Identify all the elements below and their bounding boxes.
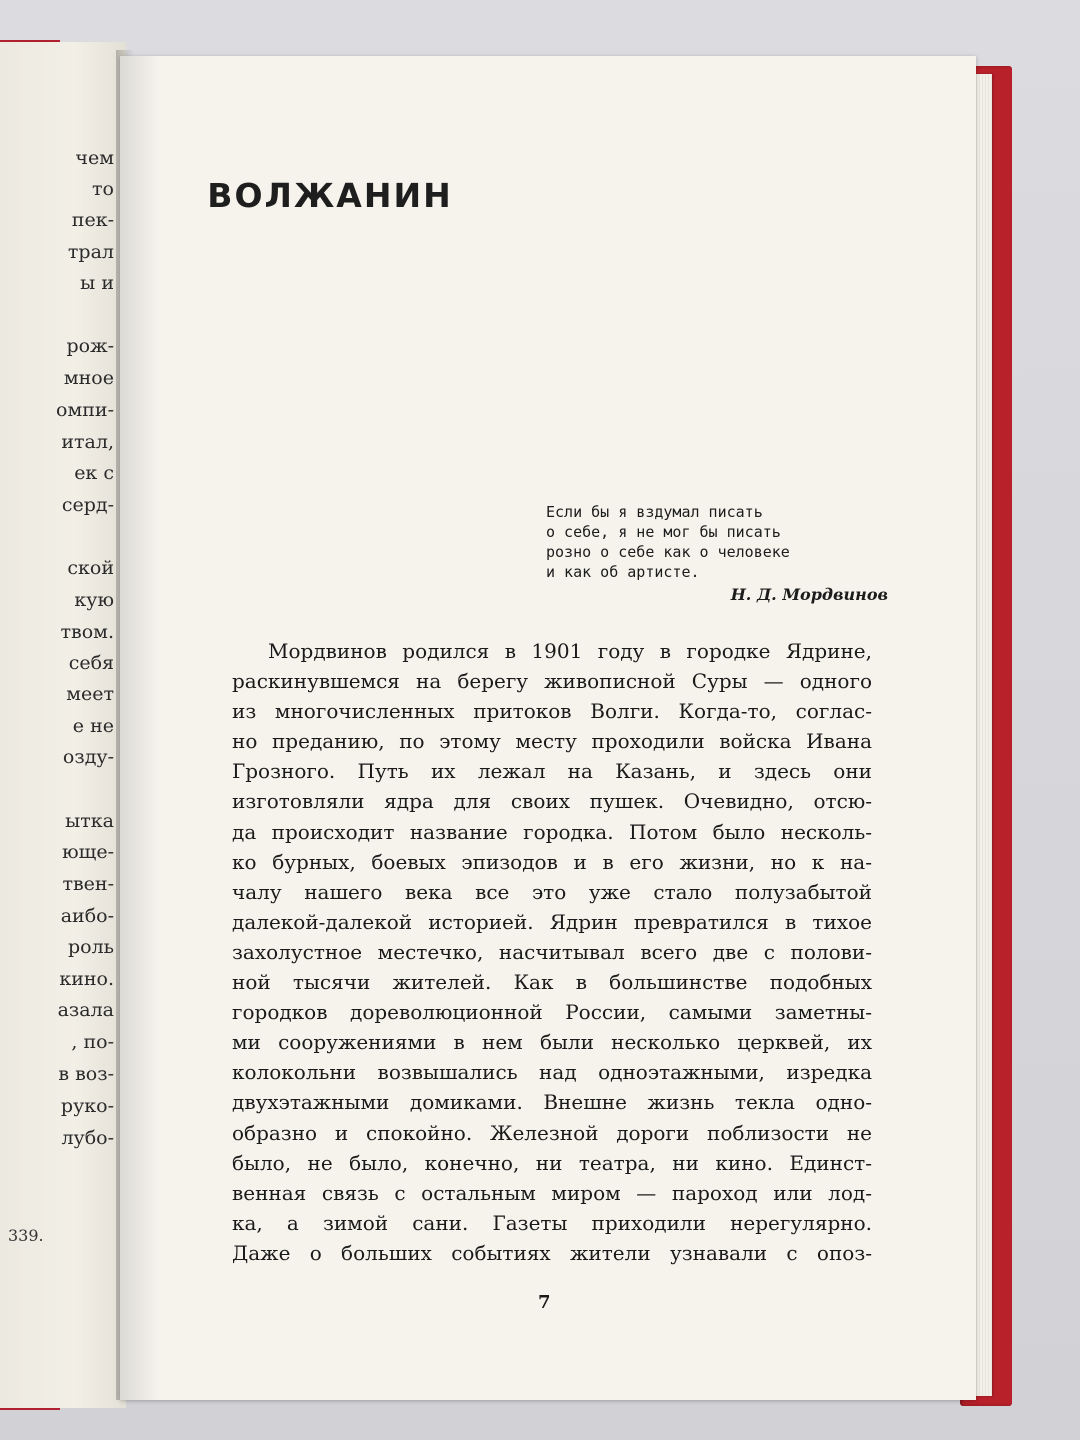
- body-line: колокольни возвышались над одноэтажными, изредка: [232, 1060, 872, 1085]
- body-line: но преданию, по этому месту проходили войска Ивана: [232, 729, 872, 754]
- left-page-line: твен-: [62, 873, 114, 895]
- body-line: городков дореволюционной России, самыми заметны-: [232, 1000, 872, 1025]
- left-page-line: трал: [67, 241, 114, 263]
- body-line: Даже о больших событиях жители узнавали с опоз-: [232, 1240, 872, 1265]
- left-page-line: аибо-: [60, 905, 114, 927]
- left-page-line: озду-: [62, 746, 114, 768]
- epigraph-author: Н. Д. Мордвинов: [730, 585, 888, 604]
- left-page: [0, 42, 126, 1408]
- left-page-line: кино.: [59, 968, 114, 990]
- left-page-line: ской: [67, 557, 114, 579]
- body-text: [232, 636, 872, 1268]
- body-line: ка, а зимой сани. Газеты приходили нерегулярно.: [232, 1210, 872, 1235]
- body-line: двухэтажными домиками. Внешне жизнь текла одно-: [232, 1090, 872, 1115]
- left-page-line: е не: [72, 715, 114, 737]
- left-page-line: то: [92, 178, 114, 200]
- left-page-line: твом.: [60, 621, 114, 643]
- body-line: Грозного. Путь их лежал на Казань, и здесь они: [232, 759, 872, 784]
- left-page-line: кую: [74, 589, 114, 611]
- epigraph-line: розно о себе как о человеке: [546, 543, 790, 561]
- left-page-line: юще-: [62, 841, 114, 863]
- body-line: далекой-далекой историей. Ядрин превратился в тихое: [232, 909, 872, 934]
- epigraph-line: и как об артисте.: [546, 563, 700, 581]
- left-page-line: чем: [75, 147, 114, 169]
- page-number: 7: [538, 1292, 551, 1313]
- body-line: образно и спокойно. Железной дороги поблизости не: [232, 1120, 872, 1145]
- body-line: было, не было, конечно, ни театра, ни кино. Единст-: [232, 1150, 872, 1175]
- left-page-line: азала: [57, 999, 114, 1021]
- body-line: ми сооружениями в нем были несколько церквей, их: [232, 1030, 872, 1055]
- body-line: раскинувшемся на берегу живописной Суры — одного: [232, 669, 872, 694]
- body-line: изготовляли ядра для своих пушек. Очевидно, отсю-: [232, 789, 872, 814]
- left-page-line: серд-: [61, 494, 114, 516]
- body-line: ной тысячи жителей. Как в большинстве подобных: [232, 970, 872, 995]
- body-line: да происходит название городка. Потом было несколь-: [232, 819, 872, 844]
- left-page-line: ы и: [80, 272, 114, 294]
- body-line: Мордвинов родился в 1901 году в городке Ядрине,: [268, 639, 872, 663]
- left-page-line: ытка: [65, 810, 114, 832]
- left-page-line: , по-: [71, 1031, 114, 1053]
- left-page-line: роль: [67, 936, 114, 958]
- left-page-line: руко-: [60, 1095, 114, 1117]
- right-page: [120, 56, 976, 1400]
- left-page-line: в воз-: [58, 1063, 114, 1085]
- body-line: захолустное местечко, насчитывал всего две с полови-: [232, 939, 872, 964]
- chapter-title: ВОЛЖАНИН: [207, 176, 453, 215]
- left-page-line: ек с: [74, 462, 114, 484]
- left-page-line: омпи-: [56, 399, 114, 421]
- left-page-line: меет: [66, 683, 114, 705]
- left-page-line: рож-: [66, 335, 114, 357]
- body-line: из многочисленных притоков Волги. Когда-то, соглас-: [232, 699, 872, 724]
- epigraph-line: Если бы я вздумал писать: [546, 503, 763, 521]
- left-page-line: лубо-: [61, 1127, 114, 1149]
- epigraph: [546, 502, 876, 582]
- left-page-line: себя: [68, 652, 114, 674]
- left-page-number: 339.: [8, 1226, 44, 1245]
- body-line: чалу нашего века все это уже стало полузабытой: [232, 879, 872, 904]
- body-line: венная связь с остальным миром — пароход или лод-: [232, 1180, 872, 1205]
- body-line: ко бурных, боевых эпизодов и в его жизни, но к на-: [232, 849, 872, 874]
- epigraph-line: о себе, я не мог бы писать: [546, 523, 781, 541]
- left-page-line: мное: [63, 367, 114, 389]
- left-page-line: пек-: [71, 209, 114, 231]
- left-page-line: итал,: [61, 431, 114, 453]
